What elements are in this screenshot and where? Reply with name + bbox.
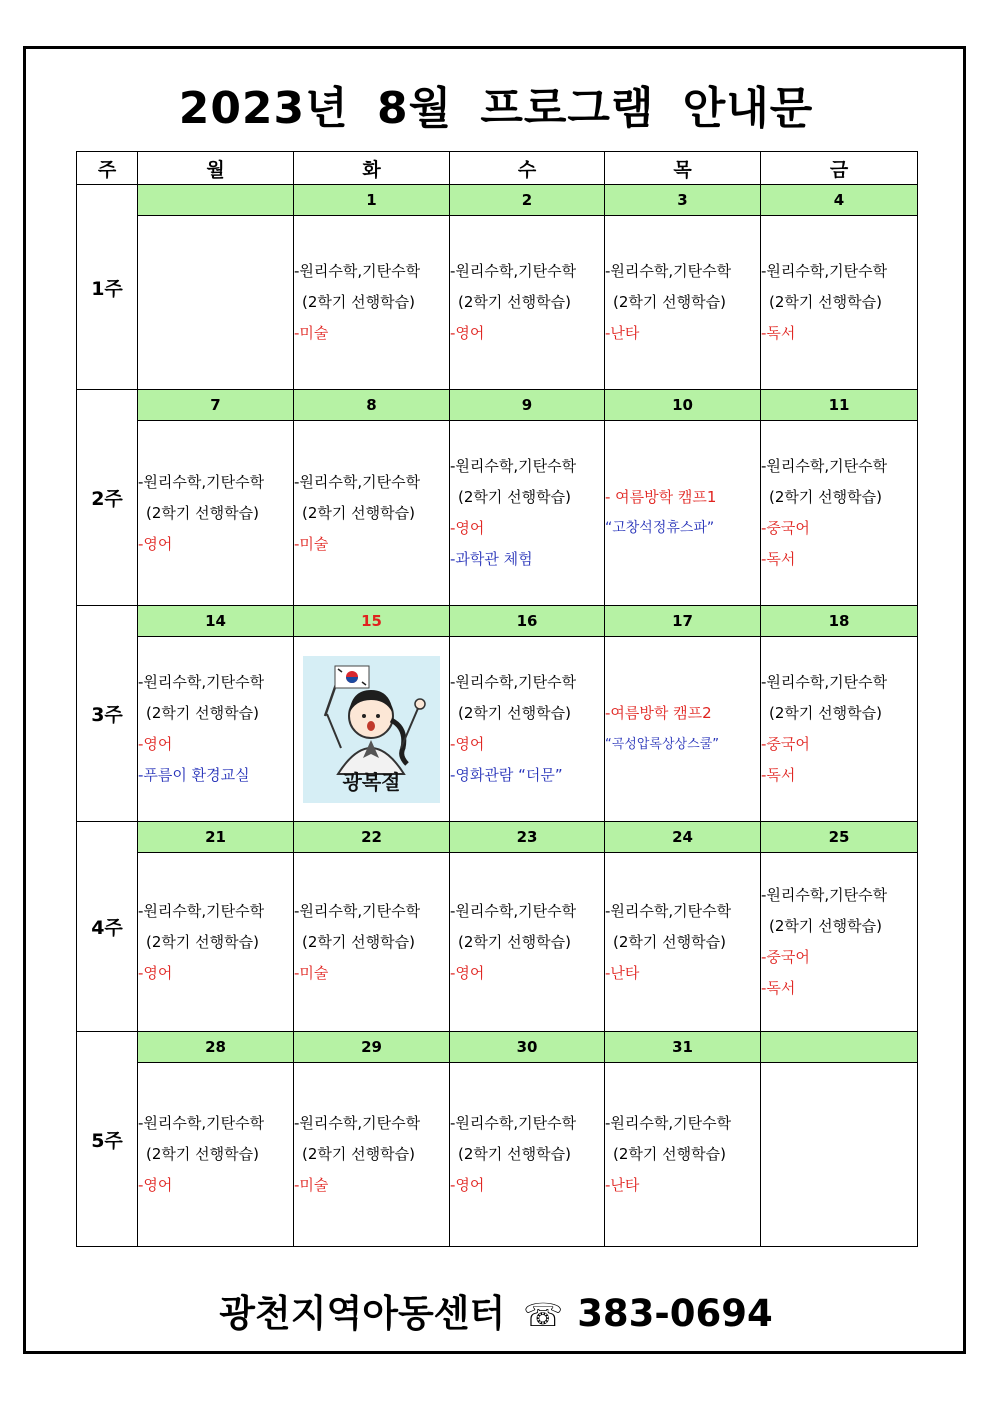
program-line: -원리수학,기탄수학 [605, 901, 732, 920]
program-line: -독서 [761, 766, 796, 784]
program-line: -원리수학,기탄수학 [450, 901, 577, 920]
program-line: -원리수학,기탄수학 [761, 886, 888, 904]
date-cell-mon [138, 185, 294, 216]
date-cell-fri: 18 [761, 606, 918, 637]
date-cell-thu: 24 [605, 822, 761, 853]
date-cell-fri [761, 1032, 918, 1063]
program-line: -원리수학,기탄수학 [138, 901, 265, 920]
program-line: -원리수학,기탄수학 [294, 262, 421, 280]
program-line: (2학기 선행학습) [769, 293, 882, 311]
program-cell-thu [605, 637, 761, 822]
program-line: (2학기 선행학습) [458, 704, 571, 722]
week-label: 5주 [77, 1032, 138, 1247]
program-line: -원리수학,기탄수학 [294, 901, 421, 920]
date-cell-tue: 22 [294, 822, 450, 853]
header-tue: 화 [294, 152, 450, 185]
program-row [77, 1063, 918, 1247]
program-line: (2학기 선행학습) [458, 932, 571, 951]
program-line: -독서 [761, 550, 796, 568]
header-week: 주 [77, 152, 138, 185]
page-title: 2023년 8월 프로그램 안내문 [178, 83, 814, 134]
program-line: “고창석정휴스파” [605, 520, 715, 536]
program-line: -과학관 체험 [450, 550, 533, 568]
date-cell-mon: 28 [138, 1032, 294, 1063]
program-cell-mon [138, 421, 294, 606]
program-line: -여름방학 캠프2 [605, 704, 712, 722]
date-cell-fri: 11 [761, 390, 918, 421]
program-line: (2학기 선행학습) [769, 704, 882, 722]
center-name: 광천지역아동센터 [219, 1292, 506, 1335]
program-line: -원리수학,기탄수학 [450, 1114, 577, 1132]
program-cell-wed [450, 1063, 605, 1247]
program-line: -미술 [294, 534, 329, 553]
date-cell-tue: 29 [294, 1032, 450, 1063]
program-cell-thu [605, 1063, 761, 1247]
program-line: (2학기 선행학습) [613, 293, 726, 311]
program-line: -푸름이 환경교실 [138, 766, 250, 784]
date-cell-fri: 4 [761, 185, 918, 216]
program-line: -중국어 [761, 948, 810, 966]
program-line: -영어 [138, 1176, 173, 1194]
holiday-label: 광복절 [342, 769, 401, 794]
program-cell-wed [450, 421, 605, 606]
program-line: (2학기 선행학습) [302, 932, 415, 951]
program-line: -원리수학,기탄수학 [450, 262, 577, 280]
program-cell-fri [761, 1063, 918, 1247]
date-cell-wed: 30 [450, 1032, 605, 1063]
program-line: -원리수학,기탄수학 [450, 457, 577, 475]
program-cell-wed [450, 853, 605, 1032]
program-line: (2학기 선행학습) [302, 503, 415, 522]
program-line: -원리수학,기탄수학 [761, 457, 888, 475]
program-line: -원리수학,기탄수학 [294, 472, 421, 491]
program-line: (2학기 선행학습) [146, 932, 259, 951]
program-line: -영어 [138, 963, 173, 982]
program-row [77, 637, 918, 822]
date-cell-wed: 2 [450, 185, 605, 216]
program-line: -난타 [605, 1176, 640, 1194]
program-line: (2학기 선행학습) [146, 704, 259, 722]
date-cell-tue: 8 [294, 390, 450, 421]
program-line: -미술 [294, 1176, 329, 1194]
program-line: -난타 [605, 963, 640, 982]
program-line: (2학기 선행학습) [769, 917, 882, 935]
program-line: (2학기 선행학습) [769, 488, 882, 506]
program-cell-fri [761, 637, 918, 822]
date-cell-wed: 16 [450, 606, 605, 637]
date-row [77, 390, 918, 421]
date-cell-thu: 3 [605, 185, 761, 216]
program-line: “곡성압록상상스쿨” [605, 737, 719, 752]
program-line: -독서 [761, 324, 796, 342]
date-cell-thu: 31 [605, 1032, 761, 1063]
program-line: (2학기 선행학습) [613, 932, 726, 951]
holiday-cell [294, 637, 450, 822]
date-cell-mon: 21 [138, 822, 294, 853]
program-line: (2학기 선행학습) [458, 1145, 571, 1163]
program-line: -원리수학,기탄수학 [138, 1114, 265, 1132]
telephone-icon: ☏ [523, 1296, 564, 1334]
program-line: (2학기 선행학습) [146, 1145, 259, 1163]
program-cell-mon [138, 1063, 294, 1247]
date-cell-wed: 23 [450, 822, 605, 853]
date-row [77, 185, 918, 216]
program-cell-tue [294, 216, 450, 390]
date-cell-fri: 25 [761, 822, 918, 853]
program-line: -영어 [450, 324, 485, 342]
program-cell-tue [294, 1063, 450, 1247]
program-line: -원리수학,기탄수학 [138, 673, 265, 691]
week-label: 3주 [77, 606, 138, 822]
date-cell-wed: 9 [450, 390, 605, 421]
program-line: -원리수학,기탄수학 [294, 1114, 421, 1132]
program-line: -독서 [761, 979, 796, 997]
program-line: -영어 [450, 519, 485, 537]
program-line: -원리수학,기탄수학 [761, 262, 888, 280]
header-fri: 금 [761, 152, 918, 185]
program-line: -원리수학,기탄수학 [605, 1114, 732, 1132]
program-line: -미술 [294, 963, 329, 982]
program-line: (2학기 선행학습) [146, 503, 259, 522]
date-row [77, 822, 918, 853]
header-mon: 월 [138, 152, 294, 185]
date-cell-thu: 17 [605, 606, 761, 637]
program-line: - 여름방학 캠프1 [605, 488, 717, 506]
program-cell-tue [294, 853, 450, 1032]
program-line: -영어 [138, 534, 173, 553]
footer [0, 1283, 992, 1337]
date-cell-mon: 7 [138, 390, 294, 421]
program-line: -영어 [138, 735, 173, 753]
program-line: -원리수학,기탄수학 [450, 673, 577, 691]
program-cell-mon [138, 637, 294, 822]
week-label: 2주 [77, 390, 138, 606]
phone-number: 383-0694 [577, 1292, 773, 1335]
date-cell-mon: 14 [138, 606, 294, 637]
week-label: 4주 [77, 822, 138, 1032]
program-line: -중국어 [761, 519, 810, 537]
program-row [77, 421, 918, 606]
program-line: (2학기 선행학습) [458, 293, 571, 311]
date-row [77, 606, 918, 637]
header-thu: 목 [605, 152, 761, 185]
liberation-day-illustration [303, 656, 440, 803]
program-cell-mon [138, 216, 294, 390]
header-row [77, 152, 918, 185]
program-cell-fri [761, 853, 918, 1032]
program-line: -원리수학,기탄수학 [138, 472, 265, 491]
program-line: (2학기 선행학습) [302, 1145, 415, 1163]
program-line: -중국어 [761, 735, 810, 753]
program-calendar [76, 151, 918, 1247]
program-row [77, 853, 918, 1032]
program-cell-tue [294, 421, 450, 606]
program-line: (2학기 선행학습) [302, 293, 415, 311]
program-line: (2학기 선행학습) [458, 488, 571, 506]
date-row [77, 1032, 918, 1063]
program-cell-fri [761, 421, 918, 606]
program-cell-thu [605, 216, 761, 390]
program-cell-thu [605, 421, 761, 606]
program-line: -영화관람 “더문” [450, 766, 563, 784]
program-line: (2학기 선행학습) [613, 1145, 726, 1163]
program-cell-mon [138, 853, 294, 1032]
program-cell-wed [450, 637, 605, 822]
program-line: -영어 [450, 735, 485, 753]
program-cell-fri [761, 216, 918, 390]
header-wed: 수 [450, 152, 605, 185]
program-cell-thu [605, 853, 761, 1032]
program-line: -영어 [450, 963, 485, 982]
program-cell-wed [450, 216, 605, 390]
program-line: -미술 [294, 324, 329, 342]
date-cell-tue: 1 [294, 185, 450, 216]
program-line: -난타 [605, 324, 640, 342]
program-line: -원리수학,기탄수학 [605, 262, 732, 280]
program-row [77, 216, 918, 390]
week-label: 1주 [77, 185, 138, 390]
date-cell-tue: 15 [294, 606, 450, 637]
program-line: -원리수학,기탄수학 [761, 673, 888, 691]
program-line: -영어 [450, 1176, 485, 1194]
date-cell-thu: 10 [605, 390, 761, 421]
